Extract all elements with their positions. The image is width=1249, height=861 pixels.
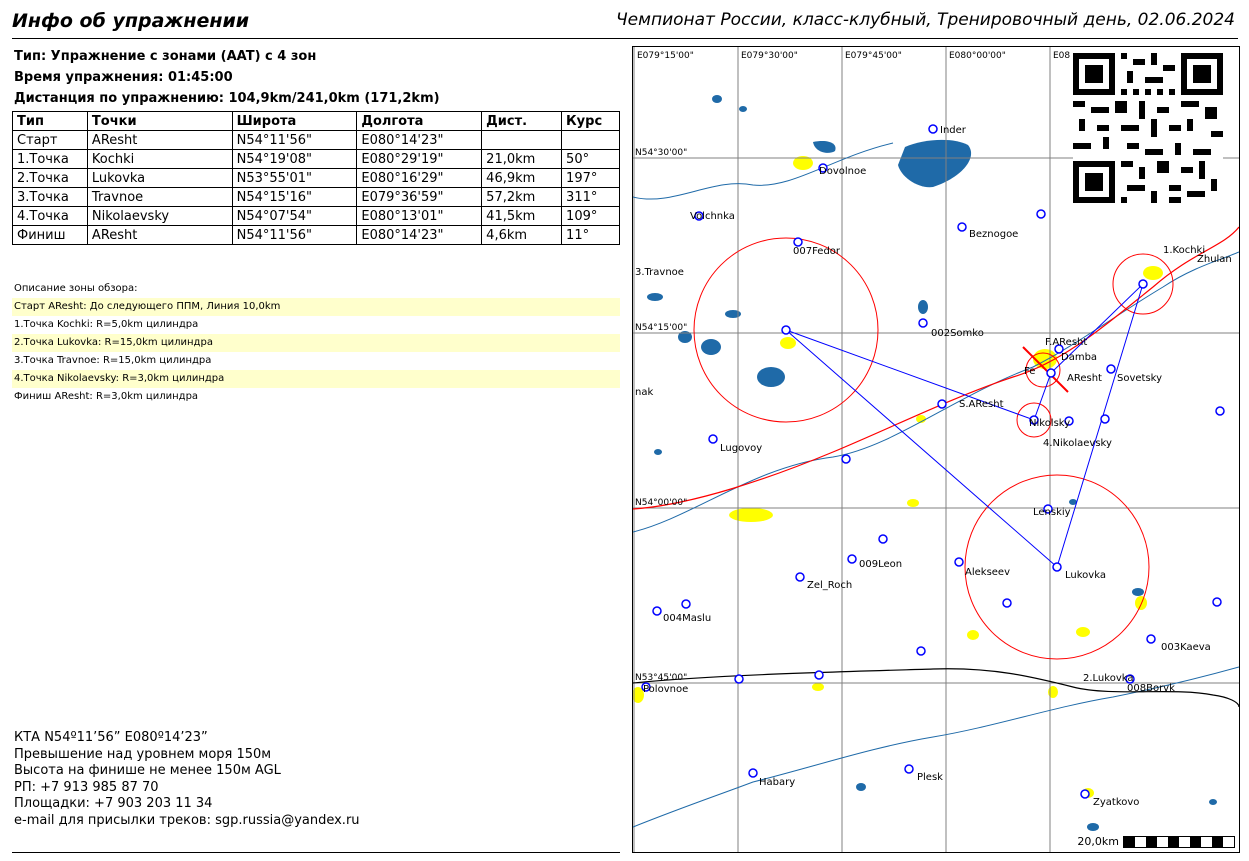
zone-line: 2.Точка Lukovka: R=15,0km цилиндра bbox=[12, 334, 620, 352]
cell-dist bbox=[482, 131, 562, 150]
header-divider bbox=[12, 38, 1238, 39]
lat-label: N53°45'00" bbox=[635, 673, 688, 683]
cell-dist: 41,5km bbox=[482, 207, 562, 226]
place-label: Zyatkovo bbox=[1093, 797, 1140, 808]
cell-dist: 57,2km bbox=[482, 188, 562, 207]
zone-line: Финиш AResht: R=3,0km цилиндра bbox=[14, 391, 199, 402]
cell-lat: N54°19'08" bbox=[232, 150, 357, 169]
tp-label-kochki: 1.Kochki bbox=[1163, 245, 1206, 256]
cell-point: Nikolaevsky bbox=[87, 207, 232, 226]
zone-line: 4.Точка Nikolaevsky: R=3,0km цилиндра bbox=[12, 370, 620, 388]
table-row bbox=[13, 131, 620, 150]
col-type: Тип bbox=[13, 112, 88, 131]
place-label: Alekseev bbox=[965, 567, 1010, 578]
footer-divider bbox=[12, 852, 620, 853]
place-label: AResht bbox=[1067, 373, 1102, 384]
col-points: Точки bbox=[87, 112, 232, 131]
col-dist: Дист. bbox=[482, 112, 562, 131]
page-title: Инфо об упражнении bbox=[12, 10, 250, 32]
tp-label-travnoe: 3.Travnoe bbox=[635, 267, 684, 278]
lon-label: E079°45'00" bbox=[845, 51, 902, 61]
place-label: Nikolsky bbox=[1029, 418, 1071, 429]
cell-type: 2.Точка bbox=[13, 169, 88, 188]
table-row bbox=[13, 207, 620, 226]
footer-line: e-mail для присылки треков: sgp.russia@yandex.ru bbox=[14, 812, 360, 828]
task-distance: Дистанция по упражнению: 104,9km/241,0km (171,2km) bbox=[14, 91, 440, 106]
place-label: 007Fedor bbox=[793, 246, 841, 257]
table-row bbox=[13, 188, 620, 207]
zone-description bbox=[12, 280, 620, 406]
place-label: Sovetsky bbox=[1117, 373, 1163, 384]
cell-type: Финиш bbox=[13, 226, 88, 245]
cell-course bbox=[562, 131, 620, 150]
cell-type: 4.Точка bbox=[13, 207, 88, 226]
event-title: Чемпионат России, класс-клубный, Тренировочный день, 02.06.2024 bbox=[616, 10, 1235, 30]
place-label: Lenskiy bbox=[1033, 507, 1071, 518]
place-label: 002Somko bbox=[931, 328, 984, 339]
footer-line: Площадки: +7 903 203 11 34 bbox=[14, 796, 213, 811]
tp-label-nikolaevsky: 4.Nikolaevsky bbox=[1043, 438, 1112, 449]
cell-lon: E080°13'01" bbox=[357, 207, 482, 226]
cell-point: Lukovka bbox=[87, 169, 232, 188]
place-label: 003Kaeva bbox=[1161, 642, 1211, 653]
scale-label: 20,0km bbox=[1077, 835, 1119, 848]
cell-lon: E079°36'59" bbox=[357, 188, 482, 207]
cell-point: Kochki bbox=[87, 150, 232, 169]
place-label: Fe bbox=[1024, 366, 1036, 377]
footer-line: Высота на финише не менее 150м AGL bbox=[14, 763, 281, 778]
cell-dist: 46,9km bbox=[482, 169, 562, 188]
cell-point: AResht bbox=[87, 131, 232, 150]
lat-label: N54°15'00" bbox=[635, 323, 688, 333]
tp-label-finish: F.AResht bbox=[1045, 337, 1088, 348]
place-label: Habary bbox=[759, 777, 796, 788]
lon-label: E079°30'00" bbox=[741, 51, 798, 61]
table-header-row bbox=[13, 112, 620, 131]
turnpoint-table bbox=[12, 111, 620, 245]
cell-course: 109° bbox=[562, 207, 620, 226]
place-label: Dovolnoe bbox=[819, 166, 867, 177]
map-scale bbox=[1077, 835, 1235, 848]
cell-type: 1.Точка bbox=[13, 150, 88, 169]
cell-point: AResht bbox=[87, 226, 232, 245]
cell-course: 11° bbox=[562, 226, 620, 245]
place-label: Polovnoe bbox=[643, 684, 689, 695]
zone-line: 1.Точка Kochki: R=5,0km цилиндра bbox=[14, 319, 199, 330]
footer-line: КТА N54º11’56” E080º14’23” bbox=[14, 730, 208, 745]
lon-label: E080°00'00" bbox=[949, 51, 1006, 61]
place-label: Plesk bbox=[917, 772, 943, 783]
task-type: Тип: Упражнение с зонами (AAT) с 4 зон bbox=[14, 49, 317, 64]
place-label: Zel_Roch bbox=[807, 580, 853, 591]
cell-lon: E080°29'19" bbox=[357, 150, 482, 169]
waypoints bbox=[642, 125, 1224, 798]
cell-course: 311° bbox=[562, 188, 620, 207]
tp-label-lukovka: 2.Lukovka bbox=[1083, 673, 1134, 684]
settlements bbox=[633, 156, 1163, 798]
cell-lat: N54°15'16" bbox=[232, 188, 357, 207]
place-label: 004Maslu bbox=[663, 613, 712, 624]
cell-lat: N54°11'56" bbox=[232, 131, 357, 150]
task-map[interactable] bbox=[632, 46, 1240, 853]
cell-type: Старт bbox=[13, 131, 88, 150]
contact-info bbox=[14, 730, 360, 829]
cell-lon: E080°16'29" bbox=[357, 169, 482, 188]
scale-bar bbox=[1123, 836, 1235, 848]
place-label: Zhulan bbox=[1197, 254, 1232, 265]
cell-dist: 21,0km bbox=[482, 150, 562, 169]
cell-point: Travnoe bbox=[87, 188, 232, 207]
place-label: Lugovoy bbox=[720, 443, 763, 454]
lon-label: E079°15'00" bbox=[637, 51, 694, 61]
table-row bbox=[13, 150, 620, 169]
task-time: Время упражнения: 01:45:00 bbox=[14, 70, 233, 85]
cell-course: 50° bbox=[562, 150, 620, 169]
zone-heading: Описание зоны обзора: bbox=[14, 283, 138, 294]
place-label: 008Borvk bbox=[1127, 683, 1175, 694]
cell-course: 197° bbox=[562, 169, 620, 188]
table-row bbox=[13, 226, 620, 245]
col-lon: Долгота bbox=[357, 112, 482, 131]
lat-label: N54°30'00" bbox=[635, 148, 688, 158]
qr-code-graphic bbox=[1073, 53, 1223, 203]
water-bodies bbox=[647, 95, 1217, 845]
cell-lat: N53°55'01" bbox=[232, 169, 357, 188]
place-label: nak bbox=[635, 387, 654, 398]
lat-label: N54°00'00" bbox=[635, 498, 688, 508]
table-row bbox=[13, 169, 620, 188]
place-label: Volchnka bbox=[690, 211, 735, 222]
zone-line: Старт AResht: До следующего ППМ, Линия 10,0km bbox=[12, 298, 620, 316]
place-label: Lukovka bbox=[1065, 570, 1106, 581]
lon-label: E08 bbox=[1053, 51, 1071, 61]
col-course: Курс bbox=[562, 112, 620, 131]
footer-line: РП: +7 913 985 87 70 bbox=[14, 779, 159, 795]
cell-lat: N54°07'54" bbox=[232, 207, 357, 226]
cell-lon: E080°14'23" bbox=[357, 226, 482, 245]
zone-line: 3.Точка Travnoe: R=15,0km цилиндра bbox=[14, 355, 212, 366]
place-label: Beznogoe bbox=[969, 229, 1019, 240]
cell-lat: N54°11'56" bbox=[232, 226, 357, 245]
place-label: Damba bbox=[1061, 352, 1098, 363]
col-lat: Широта bbox=[232, 112, 357, 131]
task-course bbox=[786, 284, 1143, 567]
cell-type: 3.Точка bbox=[13, 188, 88, 207]
cell-lon: E080°14'23" bbox=[357, 131, 482, 150]
tp-label-start: S.AResht bbox=[959, 399, 1004, 410]
cell-dist: 4,6km bbox=[482, 226, 562, 245]
place-label: Inder bbox=[940, 125, 966, 136]
rivers bbox=[633, 143, 1239, 827]
place-label: 009Leon bbox=[859, 559, 903, 570]
qr-code bbox=[1073, 53, 1223, 203]
footer-line: Превышение над уровнем моря 150м bbox=[14, 746, 272, 762]
